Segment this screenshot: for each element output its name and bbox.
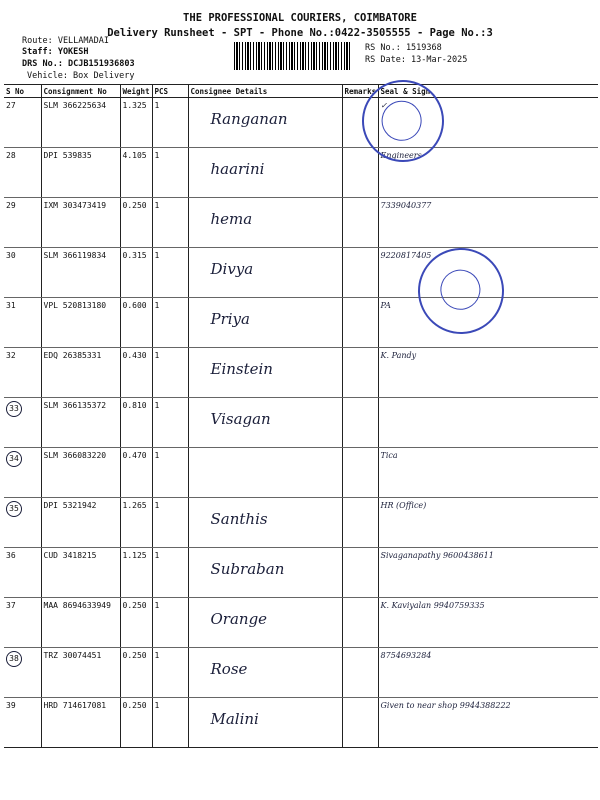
row-weight: 0.315 (120, 248, 152, 298)
row-pcs: 1 (152, 98, 188, 148)
row-consignee: hema (188, 198, 342, 248)
col-remarks-header: Remarks (342, 85, 378, 98)
row-consignee: Ranganan (188, 98, 342, 148)
row-remarks (342, 448, 378, 498)
stamp-inner-ring (374, 93, 430, 149)
row-weight: 0.250 (120, 648, 152, 698)
row-consignment: CUD 3418215 (41, 548, 120, 598)
row-pcs: 1 (152, 348, 188, 398)
row-consignee: Einstein (188, 348, 342, 398)
row-signature: 8754693284 (378, 648, 598, 698)
table-row (4, 598, 598, 648)
row-signature (378, 398, 598, 448)
row-sno: 27 (4, 98, 41, 148)
col-consignment-header: Consignment No (41, 85, 120, 98)
staff-label: Staff: YOKESH (22, 47, 89, 57)
row-sno: 36 (4, 548, 41, 598)
col-consignee-header: Consignee Details (188, 85, 342, 98)
table-row (4, 198, 598, 248)
col-weight-header: Weight (120, 85, 152, 98)
row-pcs: 1 (152, 248, 188, 298)
row-signature: Engineers (378, 148, 598, 198)
circled-sno: 33 (6, 401, 22, 417)
row-pcs: 1 (152, 498, 188, 548)
row-signature: Sivaganapathy 9600438611 (378, 548, 598, 598)
runsheet-title: Delivery Runsheet - SPT - Phone No.:0422-3505555 - Page No.:3 (107, 27, 493, 39)
row-signature: Given to near shop 9944388222 (378, 698, 598, 748)
row-consignee: Orange (188, 598, 342, 648)
row-weight: 0.250 (120, 198, 152, 248)
row-consignment: DPI 5321942 (41, 498, 120, 548)
row-weight: 0.810 (120, 398, 152, 448)
row-sno: 39 (4, 698, 41, 748)
table-row (4, 248, 598, 298)
row-remarks (342, 598, 378, 648)
row-signature: HR (Office) (378, 498, 598, 548)
barcode-image (234, 42, 352, 70)
table-row (4, 648, 598, 698)
row-sno: 30 (4, 248, 41, 298)
row-signature: ✓ (378, 98, 598, 148)
row-consignee (188, 448, 342, 498)
circled-sno: 34 (6, 451, 22, 467)
row-pcs: 1 (152, 198, 188, 248)
row-consignee: Malini (188, 698, 342, 748)
row-weight: 1.125 (120, 548, 152, 598)
row-consignment: IXM 303473419 (41, 198, 120, 248)
row-consignment: DPI 539835 (41, 148, 120, 198)
row-pcs: 1 (152, 698, 188, 748)
rs-number: RS No.: 1519368 (365, 43, 442, 53)
row-signature: PA (378, 298, 598, 348)
row-signature: 9220817405 (378, 248, 598, 298)
row-remarks (342, 398, 378, 448)
route-label: Route: VELLAMADAI (22, 36, 109, 46)
row-weight: 0.250 (120, 698, 152, 748)
row-consignment: MAA 8694633949 (41, 598, 120, 648)
table-row (4, 448, 598, 498)
row-consignee: Rose (188, 648, 342, 698)
row-consignment: SLM 366225634 (41, 98, 120, 148)
row-consignee: Visagan (188, 398, 342, 448)
row-pcs: 1 (152, 398, 188, 448)
table-row (4, 98, 598, 148)
row-consignee: Santhis (188, 498, 342, 548)
row-consignment: SLM 366135372 (41, 398, 120, 448)
row-pcs: 1 (152, 598, 188, 648)
table-row (4, 498, 598, 548)
row-sno: 29 (4, 198, 41, 248)
table-row (4, 548, 598, 598)
row-weight: 1.325 (120, 98, 152, 148)
row-remarks (342, 248, 378, 298)
circled-sno: 35 (6, 501, 22, 517)
row-weight: 0.600 (120, 298, 152, 348)
row-pcs: 1 (152, 148, 188, 198)
row-pcs: 1 (152, 448, 188, 498)
row-sno: 28 (4, 148, 41, 198)
col-seal-header: Seal & Sign (378, 85, 598, 98)
row-remarks (342, 548, 378, 598)
row-sno (4, 448, 41, 498)
row-signature: 7339040377 (378, 198, 598, 248)
row-sno (4, 498, 41, 548)
circled-sno: 38 (6, 651, 22, 667)
row-weight: 1.265 (120, 498, 152, 548)
runsheet-table (4, 84, 598, 748)
stamp-inner-ring (435, 264, 486, 315)
row-signature: K. Pandy (378, 348, 598, 398)
row-remarks (342, 698, 378, 748)
row-remarks (342, 148, 378, 198)
row-consignee: Priya (188, 298, 342, 348)
row-remarks (342, 198, 378, 248)
row-consignment: HRD 714617081 (41, 698, 120, 748)
row-signature: Tica (378, 448, 598, 498)
row-consignment: SLM 366119834 (41, 248, 120, 298)
row-sno: 31 (4, 298, 41, 348)
table-header-row (4, 85, 598, 98)
rs-date: RS Date: 13-Mar-2025 (365, 55, 468, 65)
row-consignee: Subraban (188, 548, 342, 598)
row-remarks (342, 648, 378, 698)
vehicle-label: Vehicle: Box Delivery (27, 71, 135, 81)
table-row (4, 348, 598, 398)
row-consignment: EDQ 26385331 (41, 348, 120, 398)
row-remarks (342, 498, 378, 548)
table-row (4, 298, 598, 348)
row-weight: 0.470 (120, 448, 152, 498)
col-sno-header: S No (4, 85, 41, 98)
row-weight: 4.105 (120, 148, 152, 198)
row-consignment: SLM 366083220 (41, 448, 120, 498)
row-signature: K. Kaviyalan 9940759335 (378, 598, 598, 648)
row-consignment: TRZ 30074451 (41, 648, 120, 698)
company-name: THE PROFESSIONAL COURIERS, COIMBATORE (183, 12, 417, 24)
drs-number: DRS No.: DCJB151936803 (22, 59, 135, 69)
col-pcs-header: PCS (152, 85, 188, 98)
row-consignee: haarini (188, 148, 342, 198)
row-pcs: 1 (152, 648, 188, 698)
row-sno: 32 (4, 348, 41, 398)
row-sno (4, 398, 41, 448)
row-consignment: VPL 520813180 (41, 298, 120, 348)
row-sno: 37 (4, 598, 41, 648)
table-row (4, 698, 598, 748)
table-row (4, 148, 598, 198)
row-weight: 0.250 (120, 598, 152, 648)
table-row (4, 398, 598, 448)
row-pcs: 1 (152, 298, 188, 348)
row-sno (4, 648, 41, 698)
row-remarks (342, 348, 378, 398)
row-weight: 0.430 (120, 348, 152, 398)
row-remarks (342, 298, 378, 348)
row-pcs: 1 (152, 548, 188, 598)
row-consignee: Divya (188, 248, 342, 298)
